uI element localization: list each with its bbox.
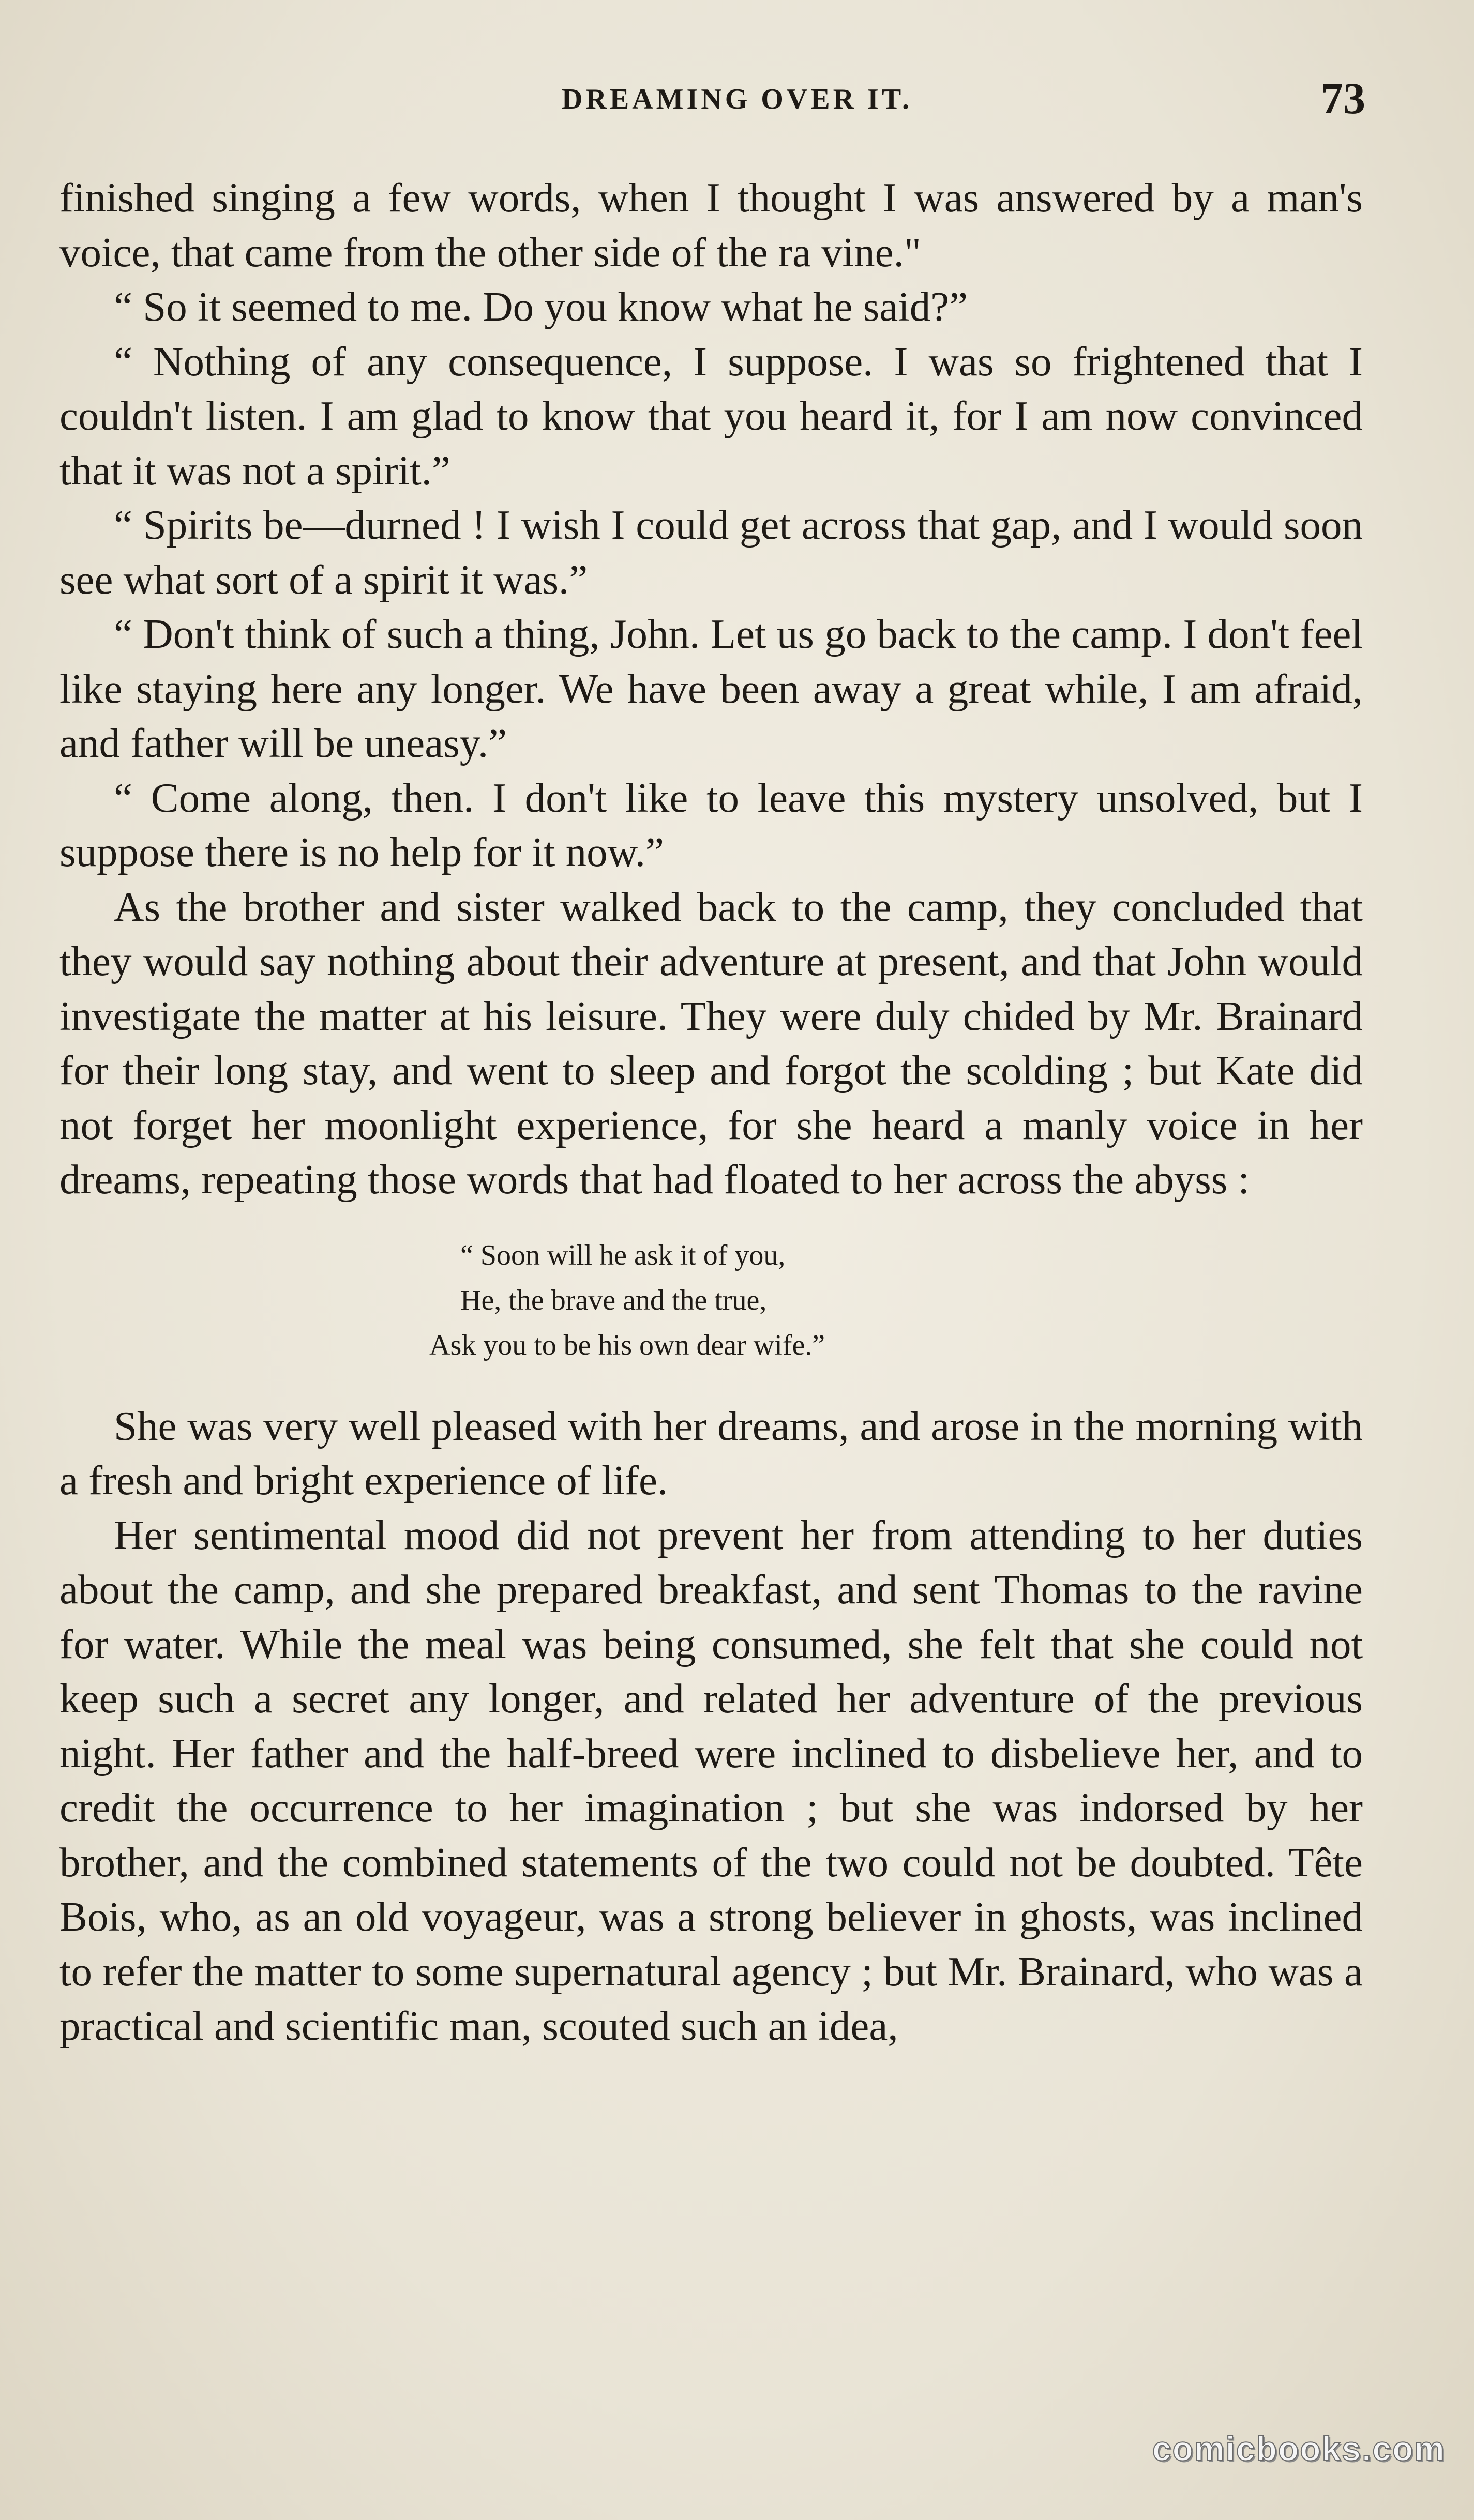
paragraph-6: “ Come along, then. I don't like to leave this mystery unsolved, but I suppose there is no help for it now.”: [59, 774, 1363, 875]
verse-quote: [59, 1233, 1363, 1368]
paragraph-4: “ Spirits be—durned ! I wish I could get across that gap, and I would soon see what sort of a spirit it was.”: [59, 502, 1363, 603]
verse-line-2: He, the brave and the true,: [460, 1284, 767, 1316]
body-text: [59, 171, 1363, 2054]
paragraph-7: As the brother and sister walked back to the camp, they concluded that they would say nothing about their adventure at present, and that John would investigate the matter at his leisure. They were duly chided by Mr. Brainard for their long stay, and went to sleep and forgot the scolding ; but Kate did not forget her moonlight experience, for she heard a manly voice in her dreams, repeating those words that had floated to her across the abyss :: [59, 883, 1363, 1203]
paragraph-8: She was very well pleased with her dreams, and arose in the morning with a fresh and bright experience of life.: [59, 1402, 1363, 1504]
verse-line-3: Ask you to be his own dear wife.”: [429, 1329, 825, 1361]
page-number: 73: [1321, 73, 1365, 123]
paragraph-5: “ Don't think of such a thing, John. Let us go back to the camp. I don't feel like staying here any longer. We have been away a great while, I am afraid, and father will be uneasy.”: [59, 611, 1363, 766]
paragraph-9: Her sentimental mood did not prevent her from attending to her duties about the camp, and she prepared breakfast, and sent Thomas to the ravine for water. While the meal was being consumed, she felt that she could not keep such a secret any longer, and related her adventure of the previous night. Her father and the half-breed were inclined to disbelieve her, and to credit the occurrence to her imagination ; but she was indorsed by her brother, and the combined statements of the two could not be doubted. Tête Bois, who, as an old voyageur, was a strong believer in ghosts, was inclined to refer the matter to some supernatural agency ; but Mr. Brainard, who was a practical and scientific man, scouted such an idea,: [59, 1511, 1363, 2049]
paragraph-3: “ Nothing of any consequence, I suppose. I was so frightened that I couldn't listen. I am glad to know that you heard it, for I am now convinced that it was not a spirit.”: [59, 338, 1363, 494]
page-header: [0, 72, 1474, 129]
running-head: DREAMING OVER IT.: [561, 83, 913, 115]
paragraph-2: “ So it seemed to me. Do you know what he said?”: [114, 283, 968, 330]
verse-line-1: “ Soon will he ask it of you,: [460, 1239, 786, 1271]
watermark-logo: comicbooks.com: [1152, 2430, 1446, 2468]
paragraph-1: finished singing a few words, when I thought I was answered by a man's voice, that came from the other side of the ra vine.": [59, 174, 1363, 276]
